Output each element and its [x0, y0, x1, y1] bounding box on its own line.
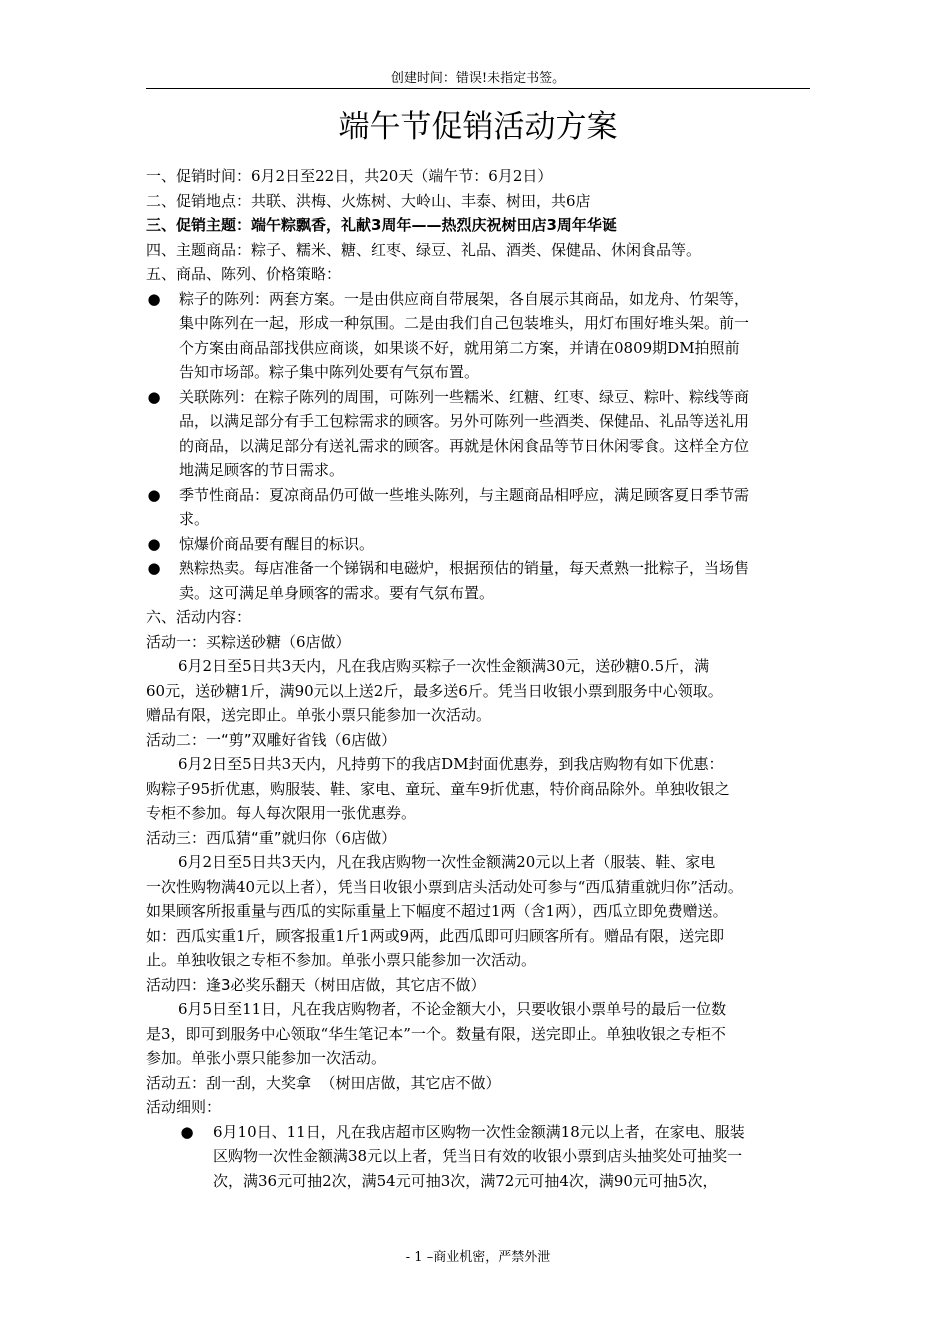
- activity-title: 活动二：一“剪”双雕好省钱: [146, 730, 327, 749]
- section-label: 一、促销时间：: [146, 167, 252, 185]
- page-footer: - 1 –商业机密，严禁外泄: [405, 1250, 551, 1265]
- bullet-label: 关联陈列：: [179, 387, 255, 406]
- section-label: 三、促销主题：: [146, 216, 252, 234]
- bullet-line: [179, 458, 810, 483]
- activity-line: 是3，即可到服务中心领取“华生笔记本”一个。数量有限，送完即止。单独收银之专柜不: [146, 1024, 726, 1043]
- bullet-line: [179, 336, 810, 361]
- section-text: 共联、洪梅、火炼树、大岭山、丰泰、树田，共6店: [251, 191, 591, 210]
- bullet-line: [179, 507, 810, 532]
- bullet-text: 卖。这可满足单身顾客的需求。要有气氛布置。: [179, 583, 495, 602]
- activity-line: 6月2日至5日共3天内，凡在我店购买粽子一次性金额满30元，送砂糖0.5斤，满: [178, 657, 710, 675]
- details-bullet: [146, 1120, 810, 1194]
- bullet-text: 告知市场部。粽子集中陈列处要有气氛布置。: [179, 363, 480, 381]
- section-label: 五、商品、陈列、价格策略：: [146, 265, 342, 283]
- bullet-text: 在粽子陈列的周围，可陈列一些糯米、红糖、红枣、绿豆、粽叶、粽线等商: [254, 387, 750, 406]
- activity-title: 活动四：逢3必奖乐翻天: [146, 975, 306, 994]
- bullet-text: 地满足顾客的节日需求。: [179, 461, 345, 479]
- activity-note: （树田店做，其它店不做）: [305, 975, 486, 994]
- activity-line: 6月2日至5日共3天内，凡持剪下的我店DM封面优惠券，到我店购物有如下优惠：: [178, 755, 724, 773]
- bullet-icon: ●: [180, 1122, 194, 1141]
- bullet-label: 惊爆价商品要有醒目的标识。: [179, 534, 375, 553]
- details-line: 区购物一次性金额满38元以上者，凭当日有效的收银小票到店头抽奖处可抽奖一: [213, 1147, 743, 1165]
- bullet-line: [179, 360, 810, 385]
- activity-note: （树田店做，其它店不做）: [311, 1073, 501, 1092]
- activity-heading: [146, 728, 810, 753]
- header-rule: [146, 88, 810, 89]
- bullet-text: 的商品，以满足部分有送礼需求的顾客。再就是休闲食品等节日休闲零食。这样全方位: [179, 436, 750, 455]
- activity-title: 活动一：买粽送砂糖: [146, 632, 282, 651]
- section-text: 6月2日至22日，共20天（端午节：6月2日）: [251, 167, 553, 185]
- section-text: 端午粽飘香，礼献3周年——热烈庆祝树田店3周年华诞: [251, 216, 617, 234]
- bullet-icon: ●: [147, 559, 161, 577]
- bullet-line: [179, 483, 810, 508]
- bullet-line: [179, 311, 810, 336]
- page-header: 创建时间：错误!未指定书签。: [390, 71, 566, 86]
- bullet-line: [179, 409, 810, 434]
- activity-note: （6店做）: [281, 632, 351, 651]
- section-activities: [146, 605, 810, 630]
- activity-heading: [146, 630, 810, 655]
- activity-heading: [146, 826, 810, 851]
- bullet-text: 夏凉商品仍可做一些堆头陈列，与主题商品相呼应，满足顾客夏日季节需: [269, 485, 750, 504]
- section-text: 粽子、糯米、糖、红枣、绿豆、礼品、酒类、保健品、休闲食品等。: [251, 240, 702, 259]
- bullet-line: [179, 287, 810, 312]
- bullet-text: 个方案由商品部找供应商谈，如果谈不好，就用第二方案，并请在0809期DM拍照前: [179, 338, 740, 357]
- bullet-label: 季节性商品：: [179, 485, 270, 504]
- details-line: 6月10日、11日，凡在我店超市区购物一次性金额满18元以上者，在家电、服装: [213, 1122, 745, 1141]
- bullet-line: [179, 532, 810, 557]
- section-promo-theme: [146, 213, 810, 238]
- bullet-text: 求。: [179, 510, 210, 528]
- strategy-bullet-item: [146, 556, 810, 605]
- strategy-bullet-item: [146, 385, 810, 483]
- section-label: 六、活动内容：: [146, 608, 252, 626]
- activity-line: 赠品有限，送完即止。单张小票只能参加一次活动。: [146, 706, 492, 724]
- activity-line: 如果顾客所报重量与西瓜的实际重量上下幅度不超过1两（含1两），西瓜立即免费赠送。: [146, 902, 728, 920]
- bullet-line: [179, 434, 810, 459]
- activity-list: [146, 630, 810, 1096]
- bullet-text: 品，以满足部分有手工包粽需求的顾客。另外可陈列一些酒类、保健品、礼品等送礼用: [179, 412, 750, 430]
- bullet-text: 每店准备一个锑锅和电磁炉，根据预估的销量，每天煮熟一批粽子，当场售: [254, 559, 750, 577]
- activity-line: 止。单独收银之专柜不参加。单张小票只能参加一次活动。: [146, 951, 537, 969]
- activity-title: 活动五：刮一刮，大奖拿: [146, 1073, 312, 1092]
- activity-line: 60元，送砂糖1斤，满90元以上送2斤，最多送6斤。凭当日收银小票到服务中心领取。: [146, 681, 723, 700]
- activity-line: 一次性购物满40元以上者），凭当日收银小票到店头活动处可参与“西瓜猜重就归你”活动。: [146, 877, 743, 896]
- activity-note: （6店做）: [326, 828, 397, 847]
- bullet-text: 两套方案。一是由供应商自带展架，各自展示其商品，如龙舟、竹架等，: [269, 289, 750, 308]
- strategy-bullet-list: [146, 287, 810, 606]
- document-title: 端午节促销活动方案: [338, 109, 618, 145]
- section-promo-location: [146, 189, 810, 214]
- section-label: 四、主题商品：: [146, 240, 252, 259]
- bullet-icon: ●: [147, 387, 161, 406]
- details-heading: [146, 1095, 810, 1120]
- details-line: 次，满36元可抽2次，满54元可抽3次，满72元可抽4次，满90元可抽5次，: [213, 1171, 718, 1190]
- section-label: 二、促销地点：: [146, 191, 252, 210]
- bullet-line: [179, 385, 810, 410]
- bullet-line: [179, 556, 810, 581]
- section-promo-time: [146, 164, 810, 189]
- activity-heading: [146, 973, 810, 998]
- activity-line: 6月5日至11日，凡在我店购物者，不论金额大小，只要收银小票单号的最后一位数: [178, 1000, 727, 1018]
- activity-title: 活动三：西瓜猜“重”就归你: [146, 828, 327, 847]
- activity-line: 6月2日至5日共3天内，凡在我店购物一次性金额满20元以上者（服装、鞋、家电: [178, 853, 716, 871]
- bullet-label: 熟粽热卖。: [179, 559, 255, 577]
- bullet-icon: ●: [147, 534, 161, 553]
- bullet-text: 集中陈列在一起，形成一种氛围。二是由我们自己包装堆头，用灯布围好堆头架。前一: [179, 314, 750, 332]
- document-body: [146, 164, 810, 1193]
- strategy-bullet-item: [146, 532, 810, 557]
- details-bullet-text: [213, 1120, 810, 1194]
- bullet-label: 粽子的陈列：: [179, 289, 270, 308]
- activity-line: 参加。单张小票只能参加一次活动。: [146, 1049, 387, 1067]
- section-strategy: [146, 262, 810, 287]
- activity-line: 购粽子95折优惠，购服装、鞋、家电、童玩、童车9折优惠，特价商品除外。单独收银之: [146, 779, 730, 798]
- strategy-bullet-item: [146, 287, 810, 385]
- activity-heading: [146, 1071, 810, 1096]
- bullet-icon: ●: [147, 289, 161, 308]
- activity-line: 专柜不参加。每人每次限用一张优惠券。: [146, 804, 417, 822]
- activity-line: 如：西瓜实重1斤，顾客报重1斤1两或9两，此西瓜即可归顾客所有。赠品有限，送完即: [146, 926, 725, 945]
- strategy-bullet-item: [146, 483, 810, 532]
- activity-note: （6店做）: [326, 730, 397, 749]
- bullet-line: [179, 581, 810, 606]
- bullet-icon: ●: [147, 485, 161, 504]
- section-theme-goods: [146, 238, 810, 263]
- details-heading-text: 活动细则：: [146, 1098, 222, 1116]
